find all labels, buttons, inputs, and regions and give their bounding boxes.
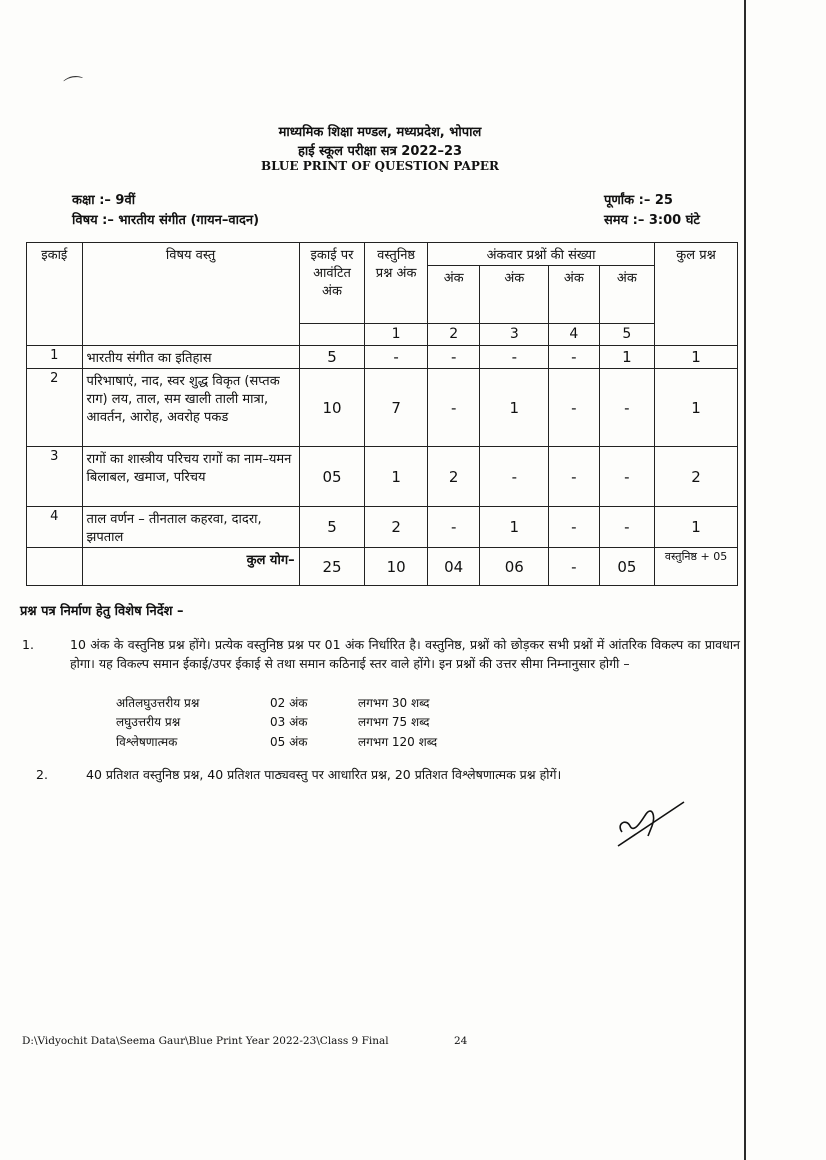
header-ank: अंक <box>599 266 655 324</box>
m3-cell: 06 <box>480 548 549 586</box>
limit-marks: 03 अंक <box>270 715 308 729</box>
header-num: 5 <box>599 324 655 346</box>
board-name: माध्यमिक शिक्षा मण्डल, मध्यप्रदेश, भोपाल <box>278 125 482 140</box>
table-row <box>27 507 738 548</box>
alloc-cell: 5 <box>299 346 365 369</box>
limit-words: लगभग 75 शब्द <box>358 715 430 729</box>
m4-cell: - <box>549 346 599 369</box>
table-row <box>27 369 738 447</box>
page-number: 24 <box>454 1035 468 1047</box>
file-path: D:\Vidyochit Data\Seema Gaur\Blue Print Year 2022-23\Class 9 Final <box>22 1035 389 1047</box>
total-cell: 1 <box>655 346 738 369</box>
alloc-cell: 05 <box>299 447 365 507</box>
content-cell: ताल वर्णन – तीनताल कहरवा, दादरा, झपताल <box>82 507 299 548</box>
item-number: 2. <box>36 767 48 782</box>
header-unit: इकाई <box>27 243 83 346</box>
table-row <box>27 346 738 369</box>
blueprint-table <box>26 242 738 586</box>
m4-cell: - <box>549 369 599 447</box>
m3-cell: - <box>480 447 549 507</box>
limit-type: विश्लेषणात्मक <box>116 735 178 749</box>
m4-cell: - <box>549 507 599 548</box>
alloc-cell: 10 <box>299 369 365 447</box>
total-cell: वस्तुनिष्ठ + 05 <box>655 548 738 586</box>
header-markwise: अंकवार प्रश्नों की संख्या <box>427 243 654 266</box>
m2-cell: 04 <box>427 548 480 586</box>
header-num: 2 <box>427 324 480 346</box>
m2-cell: - <box>427 507 480 548</box>
limit-marks: 02 अंक <box>270 696 308 710</box>
m4-cell: - <box>549 447 599 507</box>
header-alloc: इकाई पर आवंटित अंक <box>299 243 365 324</box>
totals-label: कुल योग– <box>82 548 299 586</box>
pen-mark: ⌒ <box>62 72 87 100</box>
m3-cell: 1 <box>480 507 549 548</box>
header-num: 1 <box>365 324 428 346</box>
m1-cell: 1 <box>365 447 428 507</box>
limit-type: अतिलघुउत्तरीय प्रश्न <box>116 696 200 710</box>
m4-cell: - <box>549 548 599 586</box>
m2-cell: 2 <box>427 447 480 507</box>
header-ank: अंक <box>549 266 599 324</box>
header-objective: वस्तुनिष्ठ प्रश्न अंक <box>365 243 428 324</box>
m1-cell: 7 <box>365 369 428 447</box>
unit-cell: 4 <box>27 507 83 548</box>
content-cell: रागों का शास्त्रीय परिचय रागों का नाम–यमन बिलाबल, खमाज, परिचय <box>82 447 299 507</box>
m5-cell: 1 <box>599 346 655 369</box>
document-title: BLUE PRINT OF QUESTION PAPER <box>260 159 500 173</box>
total-cell: 1 <box>655 507 738 548</box>
header-num: 4 <box>549 324 599 346</box>
m3-cell: - <box>480 346 549 369</box>
content-cell: परिभाषाएं, नाद, स्वर शुद्ध विकृत (सप्तक राग) लय, ताल, सम खाली ताली मात्रा, आवर्तन, आरोह, अवरोह पकड <box>82 369 299 447</box>
full-marks-label: पूर्णांक :– 25 <box>604 193 673 208</box>
table-row <box>27 447 738 507</box>
instruction-text: 40 प्रतिशत वस्तुनिष्ठ प्रश्न, 40 प्रतिशत पाठ्यवस्तु पर आधारित प्रश्न, 20 प्रतिशत विश्लेषणात्मक प्रश्न होगें। <box>86 767 562 782</box>
limit-marks: 05 अंक <box>270 735 308 749</box>
total-cell: 1 <box>655 369 738 447</box>
header-ank: अंक <box>427 266 480 324</box>
subject-label: विषय :– भारतीय संगीत (गायन–वादन) <box>72 213 260 228</box>
unit-cell: 1 <box>27 346 83 369</box>
header-num: 3 <box>480 324 549 346</box>
m5-cell: 05 <box>599 548 655 586</box>
alloc-cell: 25 <box>299 548 365 586</box>
limit-words: लगभग 30 शब्द <box>358 696 430 710</box>
time-label: समय :– 3:00 घंटे <box>604 213 700 228</box>
totals-row <box>27 548 738 586</box>
unit-cell <box>27 548 83 586</box>
m5-cell: - <box>599 447 655 507</box>
m2-cell: - <box>427 369 480 447</box>
m5-cell: - <box>599 369 655 447</box>
signature <box>612 796 702 852</box>
class-label: कक्षा :– 9वीं <box>72 193 136 208</box>
exam-session: हाई स्कूल परीक्षा सत्र 2022–23 <box>297 144 463 159</box>
header-empty <box>299 324 365 346</box>
alloc-cell: 5 <box>299 507 365 548</box>
unit-cell: 3 <box>27 447 83 507</box>
item-number: 1. <box>22 637 34 652</box>
limit-type: लघुउत्तरीय प्रश्न <box>116 715 181 729</box>
instructions-heading: प्रश्न पत्र निर्माण हेतु विशेष निर्देश – <box>20 604 184 619</box>
m2-cell: - <box>427 346 480 369</box>
page-edge-line <box>744 0 746 1160</box>
m1-cell: 10 <box>365 548 428 586</box>
total-cell: 2 <box>655 447 738 507</box>
instruction-text: 10 अंक के वस्तुनिष्ठ प्रश्न होंगे। प्रत्येक वस्तुनिष्ठ प्रश्न पर 01 अंक निर्धारित है। वस्तुनिष्ठ, प्रश्नों को छोड़कर सभी प्रश्नों में आंतरिक विकल्प का प्रावधान होगा। यह विकल्प समान ईकाई/उपर ईकाई से तथा समान कठिनाई स्तर वाले होंगे। इन प्रश्नों की उत्तर सीमा निम्नानुसार होगी – <box>70 637 740 671</box>
header-total: कुल प्रश्न <box>655 243 738 346</box>
header-content: विषय वस्तु <box>82 243 299 346</box>
unit-cell: 2 <box>27 369 83 447</box>
header-ank: अंक <box>480 266 549 324</box>
limit-words: लगभग 120 शब्द <box>358 735 438 749</box>
m5-cell: - <box>599 507 655 548</box>
m1-cell: - <box>365 346 428 369</box>
m1-cell: 2 <box>365 507 428 548</box>
m3-cell: 1 <box>480 369 549 447</box>
content-cell: भारतीय संगीत का इतिहास <box>82 346 299 369</box>
